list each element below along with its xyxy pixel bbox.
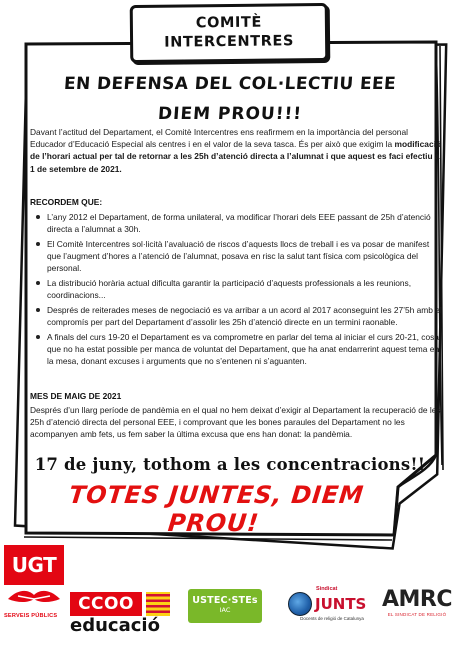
list-item-text: Després de reiterades meses de negociació es va arribar a un acord al 2017 aconseguint les 27’5h amb el compromís per part del Departament d’assolir les 25h d’atenció directe en un termini raonable. xyxy=(47,304,442,328)
amrc-logo-text: AMRC xyxy=(382,587,453,612)
header-tag xyxy=(130,3,329,63)
document-title: EN DEFENSA DEL COL·LECTIU EEE xyxy=(63,74,397,94)
header-line-1: COMITÈ xyxy=(195,14,263,32)
intro-text: Davant l’actitud del Departament, el Comitè Intercentres ens reafirmem en la importància del personal Educador d’Educació Especial als centres i en el valor de la seva tasca. És per això que exigim la xyxy=(30,127,408,150)
maig-heading: MES DE MAIG DE 2021 xyxy=(30,391,122,401)
junts-logo xyxy=(288,586,376,626)
ccoo-subtitle: educació xyxy=(70,615,160,636)
senyera-flag-icon xyxy=(146,592,170,616)
slogan: TOTES JUNTES, DIEM PROU! xyxy=(67,481,366,537)
junts-logo-text: JUNTS xyxy=(315,595,367,613)
junts-top-label: Sindicat xyxy=(316,586,338,592)
ugt-logo xyxy=(4,545,68,627)
header-line-2: INTERCENTRES xyxy=(164,33,295,51)
maig-paragraph: Després d’un llarg període de pandèmia en el qual no hem deixat d’exigir al Departament la recuperació de les 25h d’atenció directa del personal EEE, i comprovant que les bones paraules del Departament no les acompanyen amb fets, us fem saber la última excusa que ens han donat: la pandèmia. xyxy=(30,405,441,440)
bullet-icon xyxy=(36,281,40,285)
bullet-icon xyxy=(36,215,40,219)
ugt-subtitle: SERVEIS PÚBLICS xyxy=(4,613,58,619)
list-item xyxy=(30,277,442,301)
globe-icon xyxy=(288,592,312,616)
ccoo-logo xyxy=(70,592,184,640)
list-item-text: L’any 2012 el Departament, de forma unilateral, va modificar l’horari dels EEE passant de 25h d’atenció directa a l’alumnat a 30h. xyxy=(47,212,431,235)
concentration-date: 17 de juny, tothom a les concentracions!! xyxy=(34,455,426,474)
bullet-icon xyxy=(36,242,40,246)
list-item xyxy=(30,304,442,328)
junts-subtitle: Docents de religió de Catalunya xyxy=(300,616,364,621)
bullet-icon xyxy=(36,335,40,339)
ustec-logo xyxy=(188,589,262,623)
amrc-logo xyxy=(382,587,452,627)
bullet-icon xyxy=(36,308,40,312)
intro-bold-text: modificació de l’horari actual per tal de retornar a les 25h d’atenció directa a l’alumnat i que aquest es faci efectiu a 1 de setembre de 2021. xyxy=(30,139,442,174)
ccoo-logo-box: CCOO xyxy=(70,592,142,616)
ustec-logo-text: USTEC·STEs xyxy=(192,595,258,606)
ccoo-logo-row xyxy=(70,592,184,616)
list-item xyxy=(30,238,442,275)
list-item-text: El Comitè Intercentres sol·licità l’avaluació de riscos d’aquests llocs de treball i es va posar de manifest que l’augment d’hores a l’atenció de l’alumnat, posava en risc la salut tant física com psicològica del personal. xyxy=(47,238,430,274)
recordem-list xyxy=(30,211,442,370)
document-subtitle: DIEM PROU!!! xyxy=(157,104,303,124)
list-item-text: La distribució horària actual dificulta garantir la participació d’aquests professionals a les reunions, coordinacions... xyxy=(47,278,412,301)
recordem-heading: RECORDEM QUE: xyxy=(30,197,103,207)
ustec-subtitle: IAC xyxy=(219,606,231,614)
junts-logo-row xyxy=(288,592,376,616)
intro-paragraph xyxy=(30,126,444,175)
list-item-text: A finals del curs 19-20 el Departament es va comprometre en parlar del tema al iniciar el curs 20-21, cosa que no ha estat possible per manca de voluntat del Departament, que ha anat endarrerint aquest tema en la mesa, donant excuses i arguments que no s’entenen ni s’aguanten. xyxy=(47,331,440,367)
list-item xyxy=(30,211,442,235)
handshake-icon xyxy=(4,585,64,607)
ugt-logo-box: UGT xyxy=(4,545,64,585)
amrc-subtitle: EL SINDICAT DE RELIGIÓ xyxy=(387,612,447,617)
list-item xyxy=(30,331,442,368)
